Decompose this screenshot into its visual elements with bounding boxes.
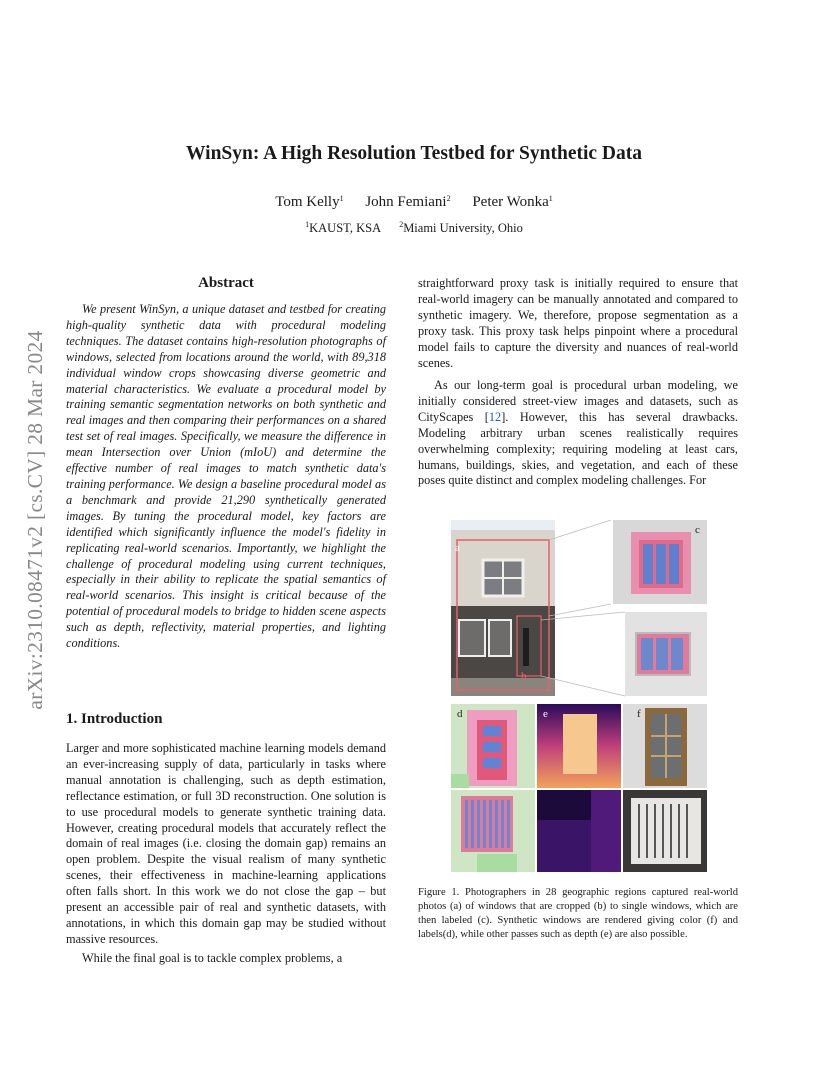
author-2: John Femiani$^2$ — [365, 194, 451, 210]
label-panel-d — [451, 704, 535, 788]
abstract-heading: Abstract — [198, 275, 254, 291]
arxiv-stamp-text: arXiv:2310.08471v2 [cs.CV] 28 Mar 2024 — [23, 330, 47, 710]
arxiv-stamp — [18, 280, 52, 760]
citation-link[interactable]: 12 — [488, 409, 502, 424]
figure-1 — [451, 520, 707, 872]
paper-title: WinSyn: A High Resolution Testbed for Synthetic Data — [186, 143, 642, 164]
panel-label-f: f — [637, 708, 641, 720]
figure-caption: Figure 1. Photographers in 28 geographic regions captured real-world photos (a) of windows that are cropped (b) to single windows, which are then labeled (c). Synthetic windows are rendered giving color (f) and labels(d), while other passes such as depth (e) are also possible. — [418, 887, 738, 940]
render-panel-f — [623, 704, 707, 788]
author-3: Peter Wonka$^1$ — [472, 194, 553, 210]
panel-label-b: b — [521, 670, 527, 682]
figure-1-graphic — [451, 520, 707, 872]
panel-label-c: c — [695, 524, 700, 536]
abstract-text: We present WinSyn, a unique dataset and testbed for creating high-quality synthetic data with procedural modeling techniques. The dataset contains high-resolution photographs of windows, selected from locations around the world, with 89,318 individual window crops showcasing diverse geometric and material characteristics. We evaluate a procedural model by training semantic segmentation networks on both synthetic and real images and then comparing their performances on a shared test set of real images. Specifically, we measure the difference in mean Intersection over Union (mIoU) and determine the effective number of real images to match synthetic data's training performance. We design a baseline procedural model as a benchmark and provide 21,290 synthetically generated images. By tuning the procedural model, key factors are identified which significantly influence the model's fidelity in replicating real-world scenarios. Importantly, we highlight the challenge of procedural modeling using current techniques, especially in their ability to replicate the spatial semantics of real-world scenarios. This insight is critical because of the potential of procedural models to bridge to hidden scene aspects such as depth, reflectivity, material properties, and lighting conditions. — [66, 302, 386, 651]
panel-label-a: a — [455, 542, 460, 554]
panel-label-d: d — [457, 708, 463, 720]
right-paragraph-2: As our long-term goal is procedural urban modeling, we initially considered street-view images and datasets, such as CityScapes [12]. However, this has several drawbacks. Modeling arbitrary urban scenes realistically requires overwhelming complexity; requiring modeling at least cars, humans, buildings, skies, and vegetation, and each of these poses quite distinct and complex modeling challenges. For — [418, 378, 739, 488]
intro-paragraph-1: Larger and more sophisticated machine learning models demand an ever-increasing supply of data, particularly in tasks where manual annotation is challenging, such as depth estimation, reflectance estimation, or full 3D reconstruction. One solution is to use procedural models to generate synthetic training data. However, creating procedural models that accurately reflect the domain of real images (i.e. closing the domain gap) remains an open problem. Despite the visual realism of many synthetic scenes, their effectiveness in machine-learning applications often falls short. In this work we do not close the gap – but present an accessible pair of real and synthetic datasets, with annotations, in which this domain gap may be studied without massive resources. — [66, 741, 386, 946]
depth-panel-e — [537, 704, 621, 788]
intro-paragraph-2: While the final goal is to tackle complex problems, a — [82, 951, 343, 965]
right-paragraph-1: straightforward proxy task is initially required to ensure that real-world imagery can be manually annotated and compared to synthetic imagery. We, therefore, propose segmentation as a proxy task. This proxy task helps pinpoint where a procedural model fails to capture the diversity and nuances of real-world scenes. — [418, 276, 738, 370]
label-panel-d2 — [451, 790, 535, 872]
panel-label-e: e — [543, 708, 548, 720]
depth-panel-e2 — [537, 790, 621, 872]
label-panel-c — [613, 520, 707, 604]
intro-heading: 1. Introduction — [66, 711, 163, 727]
author-list — [0, 194, 828, 211]
photo-panel-a — [451, 520, 555, 696]
author-1: Tom Kelly$^1$ — [275, 194, 344, 210]
overlay-panel-b — [625, 612, 707, 696]
render-panel-f2 — [623, 790, 707, 872]
affiliations: $^1$KAUST, KSA $^2$Miami University, Ohio — [305, 220, 523, 235]
